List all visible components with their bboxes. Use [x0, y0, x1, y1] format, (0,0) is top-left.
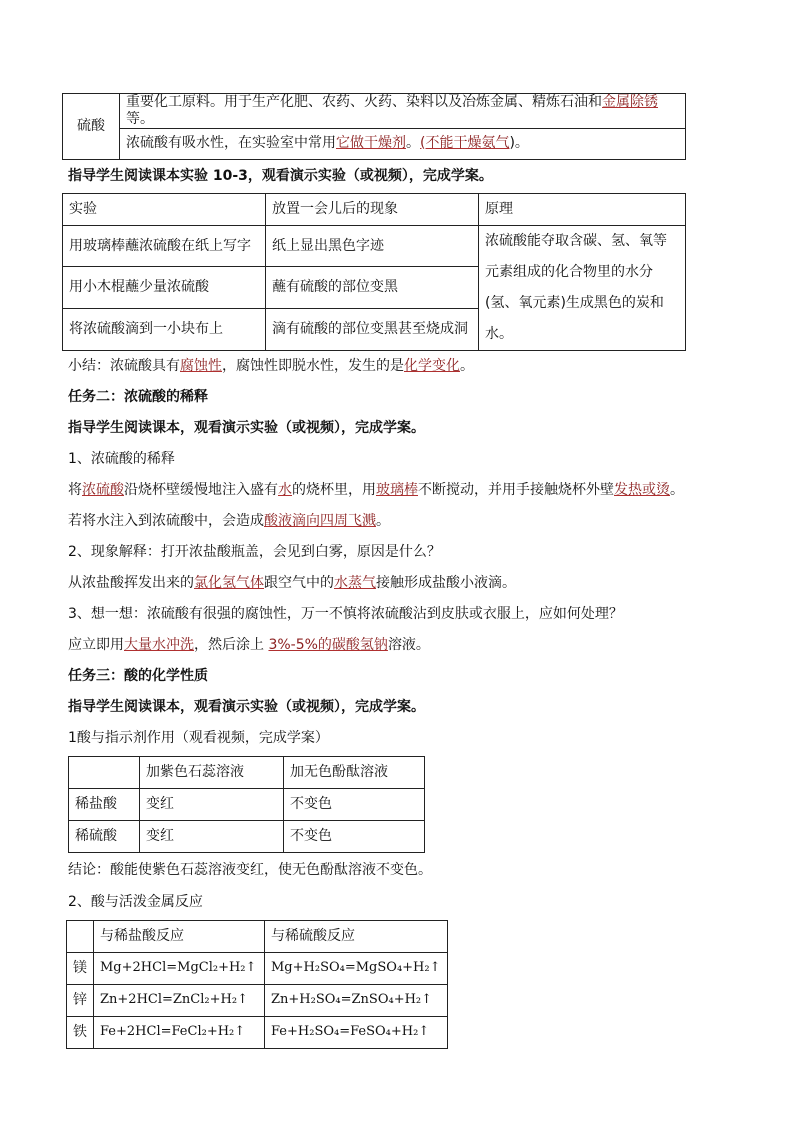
equation-hcl: Zn+2HCl=ZnCl₂+H₂↑	[94, 984, 265, 1016]
body-text: 。	[670, 481, 684, 498]
body-text: 。	[376, 512, 390, 529]
answer-blank: 3%-5%的碳酸氢钠	[268, 636, 388, 653]
guide-heading-2: 指导学生阅读课本，观看演示实验（或视频），完成学案。	[68, 419, 425, 436]
sulfuric-acid-uses-table	[62, 93, 686, 160]
answer-blank: (不能干燥氨气	[420, 135, 510, 152]
phenolphthalein-result: 不变色	[284, 820, 425, 852]
answer-blank: 玻璃棒	[376, 481, 418, 498]
body-text: 跟空气中的	[264, 574, 334, 591]
white-fog-answer	[68, 568, 698, 599]
answer-blank: 水	[278, 481, 292, 498]
uses-text: )。	[509, 135, 529, 152]
indicator-table	[68, 756, 425, 853]
answer-blank: 腐蚀性	[180, 357, 222, 374]
worksheet-page	[68, 93, 698, 1049]
body-text: 不断搅动，并用手接触烧杯外壁	[418, 481, 614, 498]
answer-blank: 浓硫酸	[82, 481, 124, 498]
col-header-phenomenon: 放置一会儿后的现象	[266, 193, 479, 225]
dehydration-experiment-table	[62, 193, 686, 351]
col-header-phenolphthalein: 加无色酚酞溶液	[284, 756, 425, 788]
summary-text: 。	[460, 357, 474, 374]
answer-blank: 化学变化	[404, 357, 460, 374]
body-text: 若将水注入到浓硫酸中，会造成	[68, 512, 264, 529]
answer-blank: 金属除锈	[602, 94, 658, 110]
metal-section-title: 2、酸与活泼金属反应	[68, 893, 203, 910]
equation-hcl: Mg+2HCl=MgCl₂+H₂↑	[94, 952, 265, 984]
guide-heading-1: 指导学生阅读课本实验 10-3，观看演示实验（或视频），完成学案。	[68, 167, 493, 184]
answer-blank: 水蒸气	[334, 574, 376, 591]
phenomenon-cell: 滴有硫酸的部位变黑甚至烧成洞	[266, 308, 479, 350]
indicator-section-title: 1酸与指示剂作用（观看视频，完成学案）	[68, 729, 329, 746]
equation-h2so4: Fe+H₂SO₄=FeSO₄+H₂↑	[265, 1016, 448, 1048]
body-text: 将	[68, 481, 82, 498]
guide-heading-3: 指导学生阅读课本，观看演示实验（或视频），完成学案。	[68, 698, 425, 715]
indicator-conclusion: 结论：酸能使紫色石蕊溶液变红，使无色酚酞溶液不变色。	[68, 861, 432, 878]
answer-blank: 发热或烫	[614, 481, 670, 498]
principle-cell: 浓硫酸能夺取含碳、氢、氧等元素组成的化合物里的水分(氢、氧元素)生成黑色的炭和水。	[479, 225, 686, 350]
uses-text: 浓硫酸有吸水性，在实验室中常用	[126, 135, 336, 152]
summary-text: ，腐蚀性即脱水性，发生的是	[222, 357, 404, 374]
col-header-h2so4: 与稀硫酸反应	[265, 920, 448, 952]
corner-cell	[67, 920, 94, 952]
body-text: ，然后涂上	[194, 636, 269, 653]
phenolphthalein-result: 不变色	[284, 788, 425, 820]
equation-h2so4: Zn+H₂SO₄=ZnSO₄+H₂↑	[265, 984, 448, 1016]
section-2-title: 2、现象解释：打开浓盐酸瓶盖，会见到白雾，原因是什么？	[68, 543, 441, 560]
equation-h2so4: Mg+H₂SO₄=MgSO₄+H₂↑	[265, 952, 448, 984]
summary-line	[68, 351, 698, 382]
body-text: 接触形成盐酸小液滴。	[376, 574, 516, 591]
section-1-title: 1、浓硫酸的稀释	[68, 450, 175, 467]
phenomenon-cell: 蘸有硫酸的部位变黑	[266, 267, 479, 309]
answer-blank: 酸液滴向四周飞溅	[264, 512, 376, 529]
metal-reaction-table	[66, 920, 448, 1049]
row-header-dilute-hcl: 稀盐酸	[69, 788, 140, 820]
metal-iron: 铁	[67, 1016, 94, 1048]
uses-text: 重要化工原料。用于生产化肥、农药、火药、染料以及冶炼金属、精炼石油和	[126, 94, 602, 110]
body-text: 从浓盐酸挥发出来的	[68, 574, 194, 591]
row-header-dilute-h2so4: 稀硫酸	[69, 820, 140, 852]
body-text: 应立即用	[68, 636, 124, 653]
experiment-cell: 将浓硫酸滴到一小块布上	[63, 308, 266, 350]
section-3-title: 3、想一想：浓硫酸有很强的腐蚀性，万一不慎将浓硫酸沾到皮肤或衣服上，应如何处理？	[68, 605, 623, 622]
metal-zinc: 锌	[67, 984, 94, 1016]
answer-blank: 它做干燥剂	[336, 135, 406, 152]
phenomenon-cell: 纸上显出黑色字迹	[266, 225, 479, 267]
body-text: 沿烧杯壁缓慢地注入盛有	[124, 481, 278, 498]
experiment-cell: 用小木棍蘸少量浓硫酸	[63, 267, 266, 309]
col-header-hcl: 与稀盐酸反应	[94, 920, 265, 952]
uses-line-1	[120, 94, 686, 129]
body-text: 的烧杯里，用	[292, 481, 376, 498]
uses-text: 。	[406, 135, 420, 152]
acid-label: 硫酸	[63, 94, 120, 160]
uses-text: 等。	[126, 110, 154, 127]
corner-cell	[69, 756, 140, 788]
col-header-litmus: 加紫色石蕊溶液	[140, 756, 284, 788]
first-aid-answer	[68, 630, 698, 661]
experiment-cell: 用玻璃棒蘸浓硫酸在纸上写字	[63, 225, 266, 267]
litmus-result: 变红	[140, 788, 284, 820]
task-3-heading: 任务三：酸的化学性质	[68, 667, 208, 684]
metal-magnesium: 镁	[67, 952, 94, 984]
task-2-heading: 任务二：浓硫酸的稀释	[68, 388, 208, 405]
answer-blank: 氯化氢气体	[194, 574, 264, 591]
col-header-experiment: 实验	[63, 193, 266, 225]
uses-line-2	[120, 128, 686, 159]
litmus-result: 变红	[140, 820, 284, 852]
col-header-principle: 原理	[479, 193, 686, 225]
equation-hcl: Fe+2HCl=FeCl₂+H₂↑	[94, 1016, 265, 1048]
summary-text: 小结：浓硫酸具有	[68, 357, 180, 374]
body-text: 溶液。	[387, 636, 430, 653]
dilution-method-line	[68, 475, 698, 506]
answer-blank: 大量水冲洗	[124, 636, 194, 653]
dilution-warning-line	[68, 506, 698, 537]
